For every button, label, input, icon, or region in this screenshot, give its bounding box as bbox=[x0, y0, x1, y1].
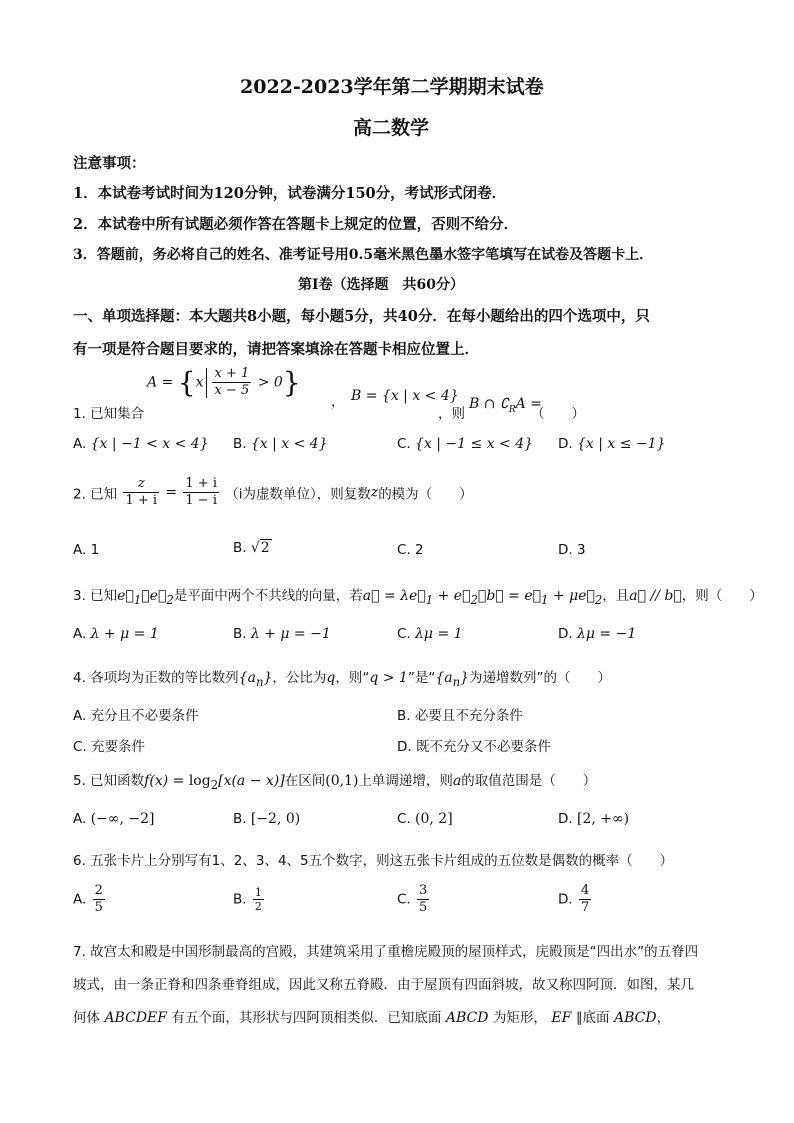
q1-option-d[interactable]: D. {x | x ≤ −1} bbox=[558, 436, 666, 452]
q1-option-b[interactable]: B. {x | x < 4} bbox=[233, 436, 328, 452]
q5-option-d[interactable]: D. [2, +∞) bbox=[558, 811, 630, 827]
q2-option-c[interactable]: C. 2 bbox=[397, 542, 424, 558]
q2-option-a[interactable]: A. 1 bbox=[73, 542, 100, 558]
question-4: 4. 各项均为正数的等比数列$\{a_n\}$，公比为q，则“q > 1”是“$\{a_n\}$为递增数列”的（ ） bbox=[73, 670, 612, 689]
q2-option-d[interactable]: D. 3 bbox=[558, 542, 586, 558]
q1-expression: B ∩ $∁_RA$ = bbox=[469, 396, 542, 415]
q5-option-c[interactable]: C. (0, 2] bbox=[397, 811, 453, 827]
q1-comma: ， bbox=[331, 394, 345, 410]
question-2: 2. 已知 $\frac{z}{1 + i}$ = $\frac{1 + i}{1 - i}$ （i为虚数单位），则复数z的模为（ ） bbox=[73, 476, 473, 508]
question-7-line2: 坡式，由一条正脊和四条垂脊组成，因此又称五脊殿．由于屋顶有四面斜坡，故又称四阿顶．如图，某几 bbox=[73, 977, 694, 993]
q1-paren: （ ） bbox=[531, 406, 585, 422]
q1-set-a: A = {x $\frac{x + 1}{x - 5}$ > 0} bbox=[147, 366, 301, 399]
q6-option-c[interactable]: C. $\frac{3}{5}$ bbox=[397, 883, 428, 915]
section-instructions-line1: 一、单项选择题：本大题共8小题，每小题5分，共40分．在每小题给出的四个选项中，只 bbox=[73, 308, 650, 325]
question-3: 3. 已知$e⃗_1$，$e⃗_2$是平面中两个不共线的向量，若a⃗ = $\lambda e⃗_1$ + $e⃗_2$，b⃗ = $e⃗_1$ + $\mu e⃗_2$，且a⃗ // b⃗，则（ ） bbox=[73, 588, 763, 607]
q3-option-a[interactable]: A. λ + μ = 1 bbox=[73, 626, 159, 642]
q4-option-c[interactable]: C. 充要条件 bbox=[73, 739, 146, 755]
q1-prefix: 1. 已知集合 bbox=[73, 406, 145, 422]
q1-set-b: B = {x | x < 4} bbox=[351, 388, 459, 404]
question-7-line1: 7. 故宫太和殿是中国形制最高的宫殿，其建筑采用了重檐庑殿顶的屋顶样式，庑殿顶是“四出水”的五脊四 bbox=[73, 944, 699, 960]
notes-heading: 注意事项： bbox=[73, 155, 146, 172]
q6-option-a[interactable]: A. $\frac{2}{5}$ bbox=[73, 883, 103, 915]
q5-option-b[interactable]: B. [−2, 0) bbox=[233, 811, 301, 827]
q2-frac-right: $\frac{1 + i}{1 - i}$ bbox=[185, 476, 217, 508]
note-item-1: 1．本试卷考试时间为120分钟，试卷满分150分，考试形式闭卷． bbox=[73, 185, 507, 202]
question-6: 6. 五张卡片上分别写有1、2、3、4、5五个数字，则这五张卡片组成的五位数是偶数的概率（ ） bbox=[73, 853, 674, 869]
q1-then: ，则 bbox=[438, 406, 465, 422]
exam-title: 2022-2023学年第二学期期末试卷 bbox=[240, 76, 544, 98]
q2-option-b[interactable]: B. √2 bbox=[233, 540, 270, 556]
question-5: 5. 已知函数$f(x) = \log_2[x(a - x)]$在区间(0,1)上单调递增，则a的取值范围是（ ） bbox=[73, 773, 597, 792]
question-7-line3: 何体 ABCDEF 有五个面，其形状与四阿顶相类似．已知底面 ABCD 为矩形， EF ∥底面 ABCD， bbox=[73, 1010, 671, 1026]
part1-title: 第Ⅰ卷（选择题 共60分） bbox=[298, 277, 465, 293]
exam-subtitle: 高二数学 bbox=[353, 117, 430, 139]
q4-option-d[interactable]: D. 既不充分又不必要条件 bbox=[397, 739, 551, 755]
q6-option-d[interactable]: D. $\frac{4}{7}$ bbox=[558, 883, 590, 915]
q4-option-a[interactable]: A. 充分且不必要条件 bbox=[73, 708, 199, 724]
q3-option-c[interactable]: C. λμ = 1 bbox=[397, 626, 463, 642]
q4-option-b[interactable]: B. 必要且不充分条件 bbox=[397, 708, 523, 724]
q3-option-b[interactable]: B. λ + μ = −1 bbox=[233, 626, 331, 642]
q2-frac-left: $\frac{z}{1 + i}$ bbox=[125, 476, 158, 508]
q5-option-a[interactable]: A. (−∞, −2] bbox=[73, 811, 155, 827]
q3-option-d[interactable]: D. λμ = −1 bbox=[558, 626, 637, 642]
note-item-2: 2．本试卷中所有试题必须作答在答题卡上规定的位置，否则不给分． bbox=[73, 216, 519, 233]
q1-option-c[interactable]: C. {x | −1 ≤ x < 4} bbox=[397, 436, 534, 452]
note-item-3: 3．答题前，务必将自己的姓名、准考证号用0.5毫米黑色墨水签字笔填写在试卷及答题卡上． bbox=[73, 247, 654, 263]
question-1 bbox=[73, 366, 585, 422]
q1-option-a[interactable]: A. {x | −1 < x < 4} bbox=[73, 436, 209, 452]
section-instructions-line2: 有一项是符合题目要求的，请把答案填涂在答题卡相应位置上． bbox=[73, 341, 479, 358]
q6-option-b[interactable]: B. $\frac{1}{2}$ bbox=[233, 886, 262, 913]
